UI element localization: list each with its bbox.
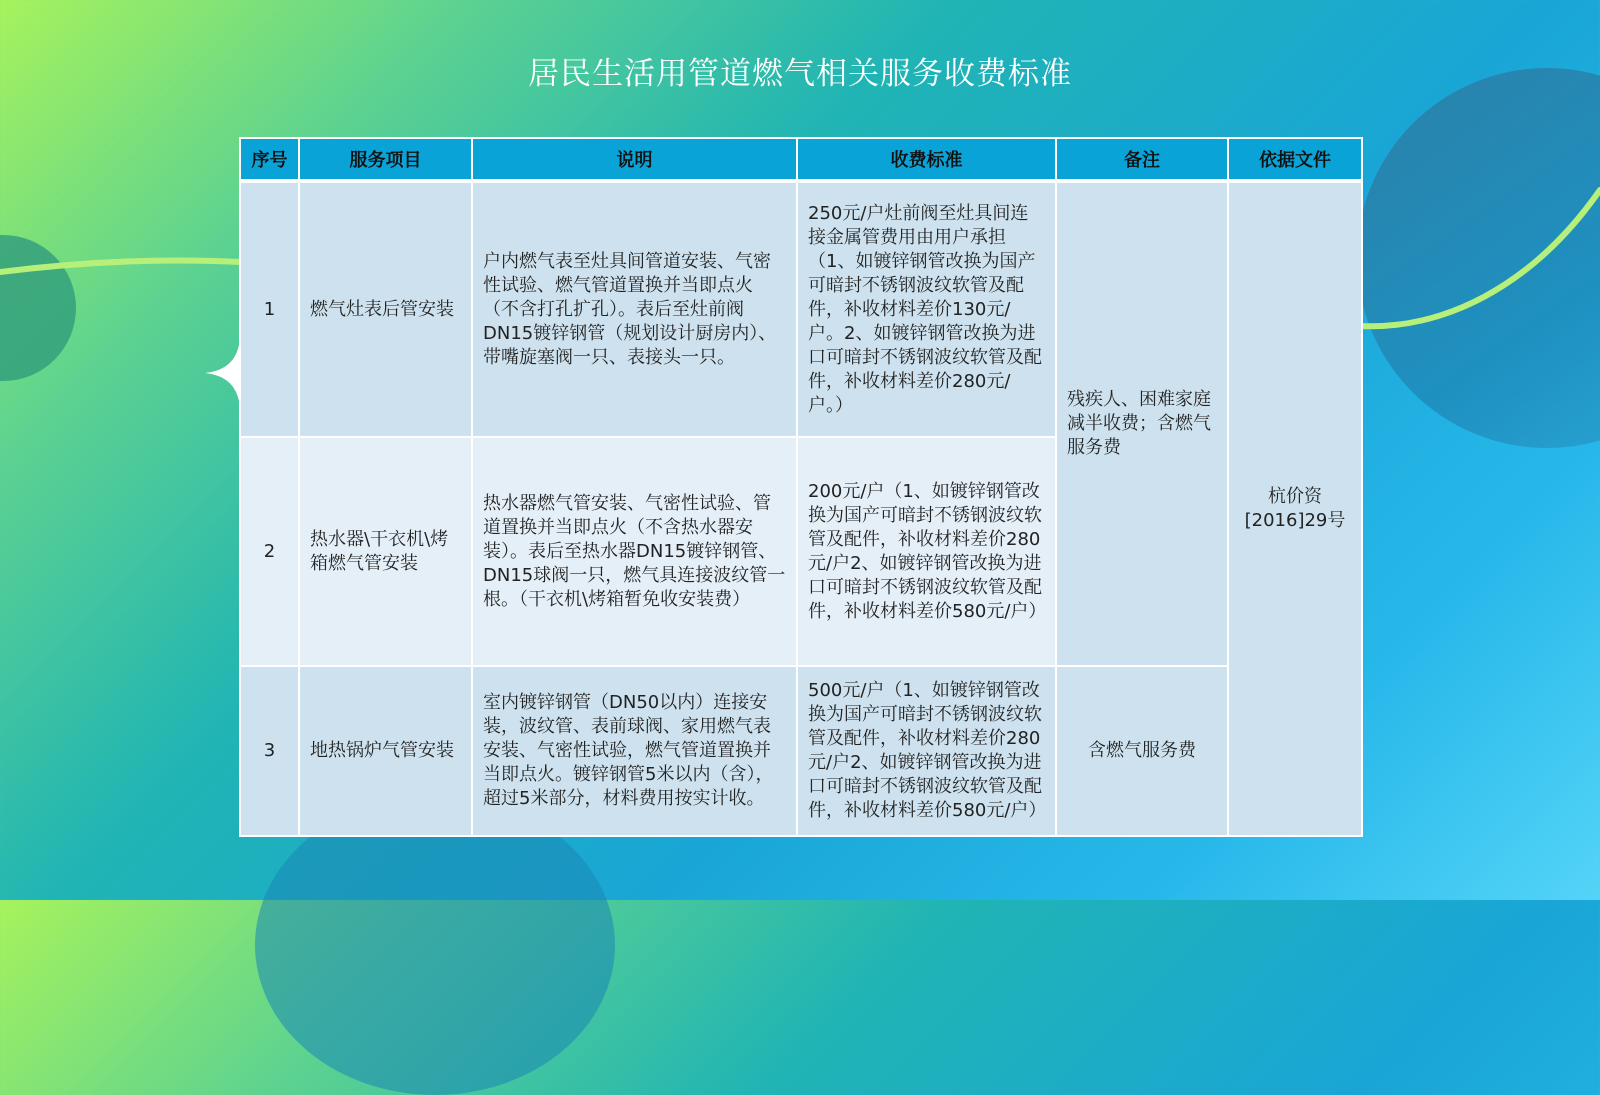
header-basis: 依据文件	[1228, 138, 1362, 181]
fee-standard: 500元/户（1、如镀锌钢管改换为国产可暗封不锈钢波纹软管及配件，补收材料差价280元/户2、如镀锌钢管改换为进口可暗封不锈钢波纹软管及配件，补收材料差价580元/户）	[797, 666, 1056, 836]
service-item: 热水器\干衣机\烤箱燃气管安装	[299, 437, 472, 666]
service-description: 户内燃气表至灶具间管道安装、气密性试验、燃气管道置换并当即点火（不含打孔扩孔）。表后至灶前阀DN15镀锌钢管（规划设计厨房内）、带嘴旋塞阀一只、表接头一只。	[472, 181, 797, 437]
row-number: 2	[240, 437, 299, 666]
decorative-circle-right	[1357, 68, 1600, 448]
basis-document: 杭价资[2016]29号	[1228, 181, 1362, 836]
page-title: 居民生活用管道燃气相关服务收费标准	[528, 56, 1072, 92]
service-item: 地热锅炉气管安装	[299, 666, 472, 836]
decorative-circle-left	[0, 235, 76, 381]
service-description: 室内镀锌钢管（DN50以内）连接安装，波纹管、表前球阀、家用燃气表安装、气密性试验，燃气管道置换并当即点火。镀锌钢管5米以内（含），超过5米部分，材料费用按实计收。	[472, 666, 797, 836]
service-description: 热水器燃气管安装、气密性试验、管道置换并当即点火（不含热水器安装）。表后至热水器DN15镀锌钢管、DN15球阀一只，燃气具连接波纹管一根。（干衣机\烤箱暂免收安装费）	[472, 437, 797, 666]
header-item: 服务项目	[299, 138, 472, 181]
header-remark: 备注	[1056, 138, 1228, 181]
fee-standard-table	[239, 137, 1363, 837]
table-header-row	[240, 138, 1362, 181]
row-number: 3	[240, 666, 299, 836]
fee-standard: 250元/户灶前阀至灶具间连接金属管费用由用户承担（1、如镀锌钢管改换为国产可暗封不锈钢波纹软管及配件，补收材料差价130元/户。2、如镀锌钢管改换为进口可暗封不锈钢波纹软管及配件，补收材料差价280元/户。）	[797, 181, 1056, 437]
sparkle-icon	[205, 345, 239, 401]
header-no: 序号	[240, 138, 299, 181]
fee-standard: 200元/户（1、如镀锌钢管改换为国产可暗封不锈钢波纹软管及配件，补收材料差价280元/户2、如镀锌钢管改换为进口可暗封不锈钢波纹软管及配件，补收材料差价580元/户）	[797, 437, 1056, 666]
table-row	[240, 181, 1362, 437]
decorative-circle-bottom	[255, 795, 615, 1095]
service-item: 燃气灶表后管安装	[299, 181, 472, 437]
header-desc: 说明	[472, 138, 797, 181]
table-row	[240, 666, 1362, 836]
remark-cell: 残疾人、困难家庭减半收费；含燃气服务费	[1056, 181, 1228, 666]
row-number: 1	[240, 181, 299, 437]
header-fee: 收费标准	[797, 138, 1056, 181]
remark-cell: 含燃气服务费	[1056, 666, 1228, 836]
